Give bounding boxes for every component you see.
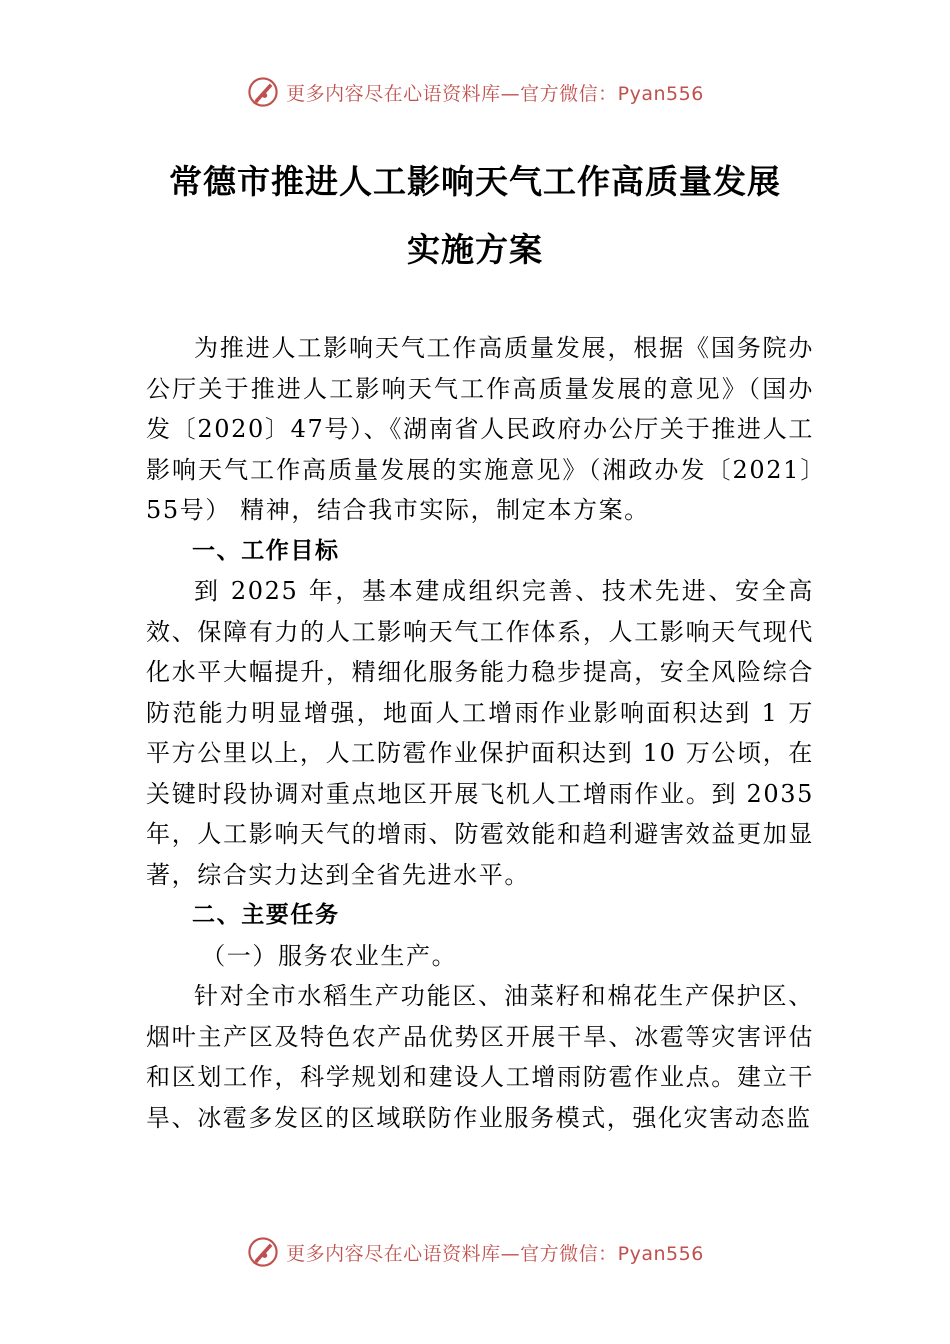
- intro-paragraph: 为推进人工影响天气工作高质量发展，根据《国务院办公厅关于推进人工影响天气工作高质量发展的意见》（国办发〔2020〕47号）、《湖南省人民政府办公厅关于推进人工影响天气工作高质量发展的实施意见》（湘政办发〔2021〕55号） 精神，结合我市实际，制定本方案。: [146, 334, 814, 524]
- document-title-line2: 实施方案: [407, 230, 543, 269]
- footer-watermark-banner: [0, 1230, 950, 1274]
- goals-paragraph: 到 2025 年，基本建成组织完善、技术先进、安全高效、保障有力的人工影响天气工作体系，人工影响天气现代化水平大幅提升，精细化服务能力稳步提高，安全风险综合防范能力明显增强，地面人工增雨作业影响面积达到 1 万平方公里以上，人工防雹作业保护面积达到 10 万公顷，在关键时段协调对重点地区开展飞机人工增雨作业。到 2035 年，人工影响天气的增雨、防雹效能和趋利避害效益更加显著，综合实力达到全省先进水平。: [146, 577, 814, 889]
- agriculture-paragraph: 针对全市水稻生产功能区、油菜籽和棉花生产保护区、烟叶主产区及特色农产品优势区开展干旱、冰雹等灾害评估和区划工作，科学规划和建设人工增雨防雹作业点。建立干旱、冰雹多发区的区域联防作业服务模式，强化灾害动态监: [146, 982, 814, 1132]
- section-heading-goals: 一、工作目标: [192, 537, 340, 564]
- pen-circle-logo-icon: [246, 1235, 280, 1269]
- watermark-text: 更多内容尽在心语资料库—官方微信：Pyan556: [286, 1242, 704, 1265]
- document-body: [146, 328, 814, 1138]
- pen-circle-logo-icon: [246, 75, 280, 109]
- header-watermark-banner: [0, 70, 950, 114]
- section-heading-tasks: 二、主要任务: [192, 902, 340, 928]
- document-title-line1: 常德市推进人工影响天气工作高质量发展: [169, 162, 781, 201]
- watermark-text: 更多内容尽在心语资料库—官方微信：Pyan556: [286, 82, 704, 105]
- subsection-heading-agriculture: （一）服务农业生产。: [201, 941, 458, 970]
